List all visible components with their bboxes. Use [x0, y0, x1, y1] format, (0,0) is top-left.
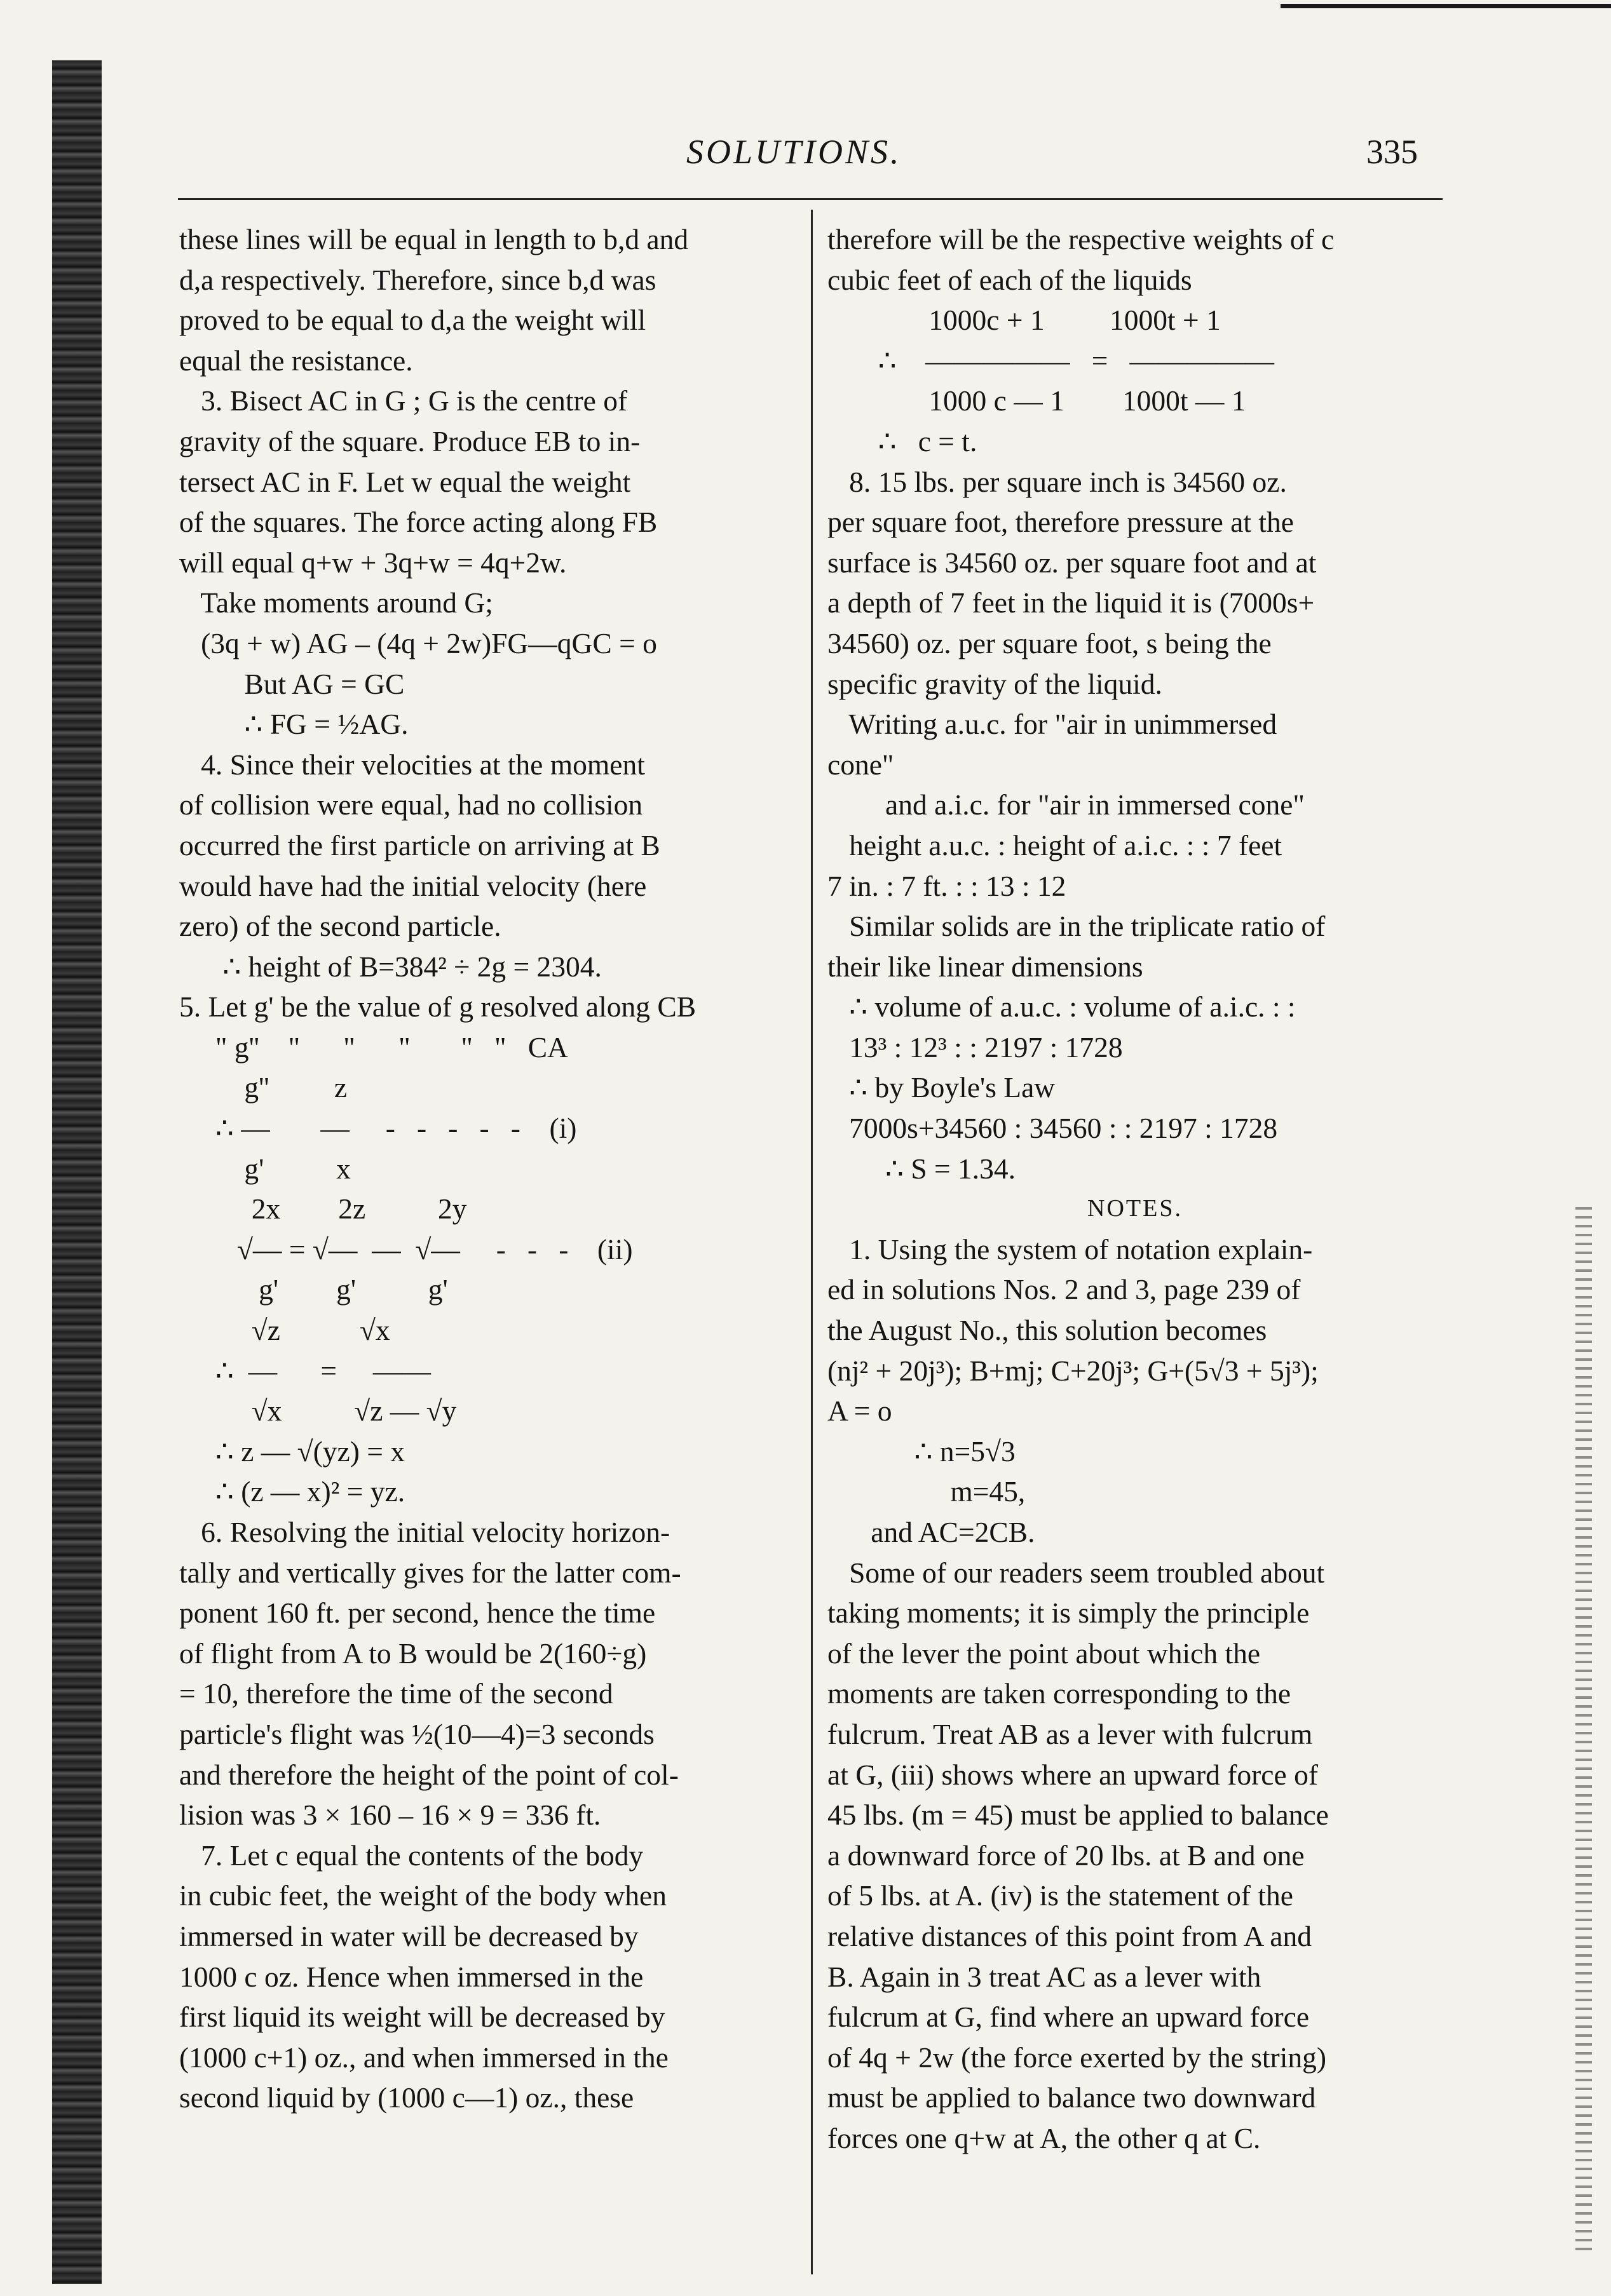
- text-line: ed in solutions Nos. 2 and 3, page 239 of: [827, 1273, 1301, 1306]
- text-line: fulcrum at G, find where an upward force: [827, 2001, 1310, 2034]
- text-line: √x √z — √y: [179, 1394, 457, 1428]
- text-line: at G, (iii) shows where an upward force of: [827, 1758, 1318, 1791]
- text-line: a depth of 7 feet in the liquid it is (7000s+: [827, 586, 1315, 619]
- text-line: 2x 2z 2y: [179, 1192, 467, 1226]
- text-line: equal the resistance.: [179, 344, 413, 377]
- text-line: particle's flight was ½(10—4)=3 seconds: [179, 1717, 655, 1750]
- text-line: cone": [827, 748, 894, 781]
- text-line: 34560) oz. per square foot, s being the: [827, 626, 1272, 659]
- text-line: ∴ by Boyle's Law: [827, 1071, 1056, 1104]
- text-line: But AG = GC: [179, 667, 405, 700]
- text-line: " g'' " " " " " CA: [179, 1030, 568, 1064]
- text-line: immersed in water will be decreased by: [179, 1919, 639, 1952]
- text-line: of the lever the point about which the: [827, 1637, 1261, 1670]
- text-line: A = o: [827, 1394, 892, 1428]
- text-line: zero) of the second particle.: [179, 910, 501, 943]
- running-title: SOLUTIONS.: [686, 133, 902, 171]
- text-line: 1. Using the system of notation explain-: [827, 1232, 1313, 1266]
- text-line: moments are taken corresponding to the: [827, 1677, 1291, 1710]
- text-line: of 5 lbs. at A. (iv) is the statement of the: [827, 1879, 1293, 1912]
- text-line: m=45,: [827, 1475, 1026, 1508]
- page-header: [0, 132, 1611, 183]
- text-line: Writing a.u.c. for "air in unimmersed: [827, 708, 1277, 741]
- text-line: 5. Let g' be the value of g resolved along CB: [179, 990, 697, 1023]
- text-line: ∴ — = ——: [179, 1354, 431, 1387]
- text-line: = 10, therefore the time of the second: [179, 1677, 613, 1710]
- text-line: taking moments; it is simply the principle: [827, 1597, 1310, 1630]
- text-line: 7 in. : 7 ft. : : 13 : 12: [827, 869, 1066, 902]
- binding-edge: [52, 60, 102, 2284]
- text-line: d,a respectively. Therefore, since b,d was: [179, 263, 656, 296]
- text-line: (nj² + 20j³); B+mj; C+20j³; G+(5√3 + 5j³);: [827, 1354, 1319, 1387]
- text-line: of collision were equal, had no collision: [179, 788, 643, 821]
- text-line: B. Again in 3 treat AC as a lever with: [827, 1960, 1261, 1993]
- text-line: ∴ (z — x)² = yz.: [179, 1475, 405, 1508]
- text-line: of the squares. The force acting along FB: [179, 506, 658, 539]
- right-edge-shadow: [1575, 1207, 1592, 2255]
- text-line: occurred the first particle on arriving at B: [179, 828, 660, 861]
- text-line: and AC=2CB.: [827, 1516, 1035, 1548]
- text-line: 45 lbs. (m = 45) must be applied to balance: [827, 1799, 1329, 1832]
- text-line: g' x: [179, 1152, 351, 1185]
- text-line: 7. Let c equal the contents of the body: [179, 1839, 644, 1872]
- text-line: their like linear dimensions: [827, 950, 1143, 983]
- text-line: height a.u.c. : height of a.i.c. : : 7 feet: [827, 828, 1282, 861]
- text-line: ∴ S = 1.34.: [827, 1152, 1016, 1185]
- text-line: ∴ height of B=384² ÷ 2g = 2304.: [179, 950, 602, 983]
- text-line: 13³ : 12³ : : 2197 : 1728: [827, 1030, 1123, 1064]
- text-line: of flight from A to B would be 2(160÷g): [179, 1637, 647, 1670]
- text-line: 4. Since their velocities at the moment: [179, 748, 645, 781]
- text-line: forces one q+w at A, the other q at C.: [827, 2121, 1261, 2154]
- text-line: will equal q+w + 3q+w = 4q+2w.: [179, 546, 567, 579]
- text-line: ∴ n=5√3: [827, 1435, 1016, 1468]
- text-line: 1000 c oz. Hence when immersed in the: [179, 1960, 644, 1993]
- text-line: 3. Bisect AC in G ; G is the centre of: [179, 384, 628, 417]
- text-line: proved to be equal to d,a the weight will: [179, 304, 646, 337]
- text-line: g' g' g': [179, 1273, 448, 1306]
- text-line: ∴ volume of a.u.c. : volume of a.i.c. : :: [827, 990, 1296, 1023]
- right-column: [827, 219, 1443, 2159]
- text-line: would have had the initial velocity (here: [179, 869, 647, 902]
- text-line: relative distances of this point from A and: [827, 1919, 1312, 1952]
- text-line: ∴ — — - - - - - (i): [179, 1112, 577, 1145]
- text-line: 1000 c — 1 1000t — 1: [827, 384, 1246, 417]
- text-line: cubic feet of each of the liquids: [827, 263, 1192, 296]
- text-line: second liquid by (1000 c—1) oz., these: [179, 2081, 634, 2114]
- page-number: 335: [1366, 133, 1418, 171]
- text-line: a downward force of 20 lbs. at B and one: [827, 1839, 1305, 1872]
- text-line: specific gravity of the liquid.: [827, 667, 1162, 700]
- text-line: ∴ FG = ½AG.: [179, 708, 409, 741]
- text-line: therefore will be the respective weights of c: [827, 223, 1335, 255]
- text-line: surface is 34560 oz. per square foot and at: [827, 546, 1317, 579]
- text-line: (3q + w) AG – (4q + 2w)FG—qGC = o: [179, 626, 657, 659]
- text-line: ponent 160 ft. per second, hence the time: [179, 1597, 656, 1630]
- text-line: and a.i.c. for "air in immersed cone": [827, 788, 1305, 821]
- text-line: and therefore the height of the point of col-: [179, 1758, 679, 1791]
- text-line: tally and vertically gives for the latter com-: [179, 1556, 681, 1589]
- text-line: Some of our readers seem troubled about: [827, 1556, 1325, 1589]
- text-line: gravity of the square. Produce EB to in-: [179, 424, 641, 457]
- text-line: per square foot, therefore pressure at the: [827, 506, 1294, 539]
- text-line: 8. 15 lbs. per square inch is 34560 oz.: [827, 465, 1287, 498]
- text-line: Take moments around G;: [179, 586, 493, 619]
- text-line: √z √x: [179, 1314, 390, 1347]
- text-line: these lines will be equal in length to b,d and: [179, 223, 689, 255]
- text-line: ∴ ————— = —————: [827, 344, 1274, 377]
- text-line: Similar solids are in the triplicate ratio of: [827, 910, 1326, 943]
- column-divider: [811, 210, 813, 2274]
- text-line: ∴ z — √(yz) = x: [179, 1435, 405, 1468]
- top-edge-mark: [1281, 4, 1611, 8]
- text-line: fulcrum. Treat AB as a lever with fulcrum: [827, 1717, 1313, 1750]
- text-line: tersect AC in F. Let w equal the weight: [179, 465, 631, 498]
- text-line: 7000s+34560 : 34560 : : 2197 : 1728: [827, 1112, 1278, 1145]
- text-line: g'' z: [179, 1071, 348, 1104]
- text-line: must be applied to balance two downward: [827, 2081, 1316, 2114]
- left-column: [179, 219, 794, 2118]
- text-line: (1000 c+1) oz., and when immersed in the: [179, 2041, 669, 2074]
- text-line: ∴ c = t.: [827, 424, 977, 457]
- text-line: first liquid its weight will be decreased by: [179, 2001, 665, 2034]
- text-line: in cubic feet, the weight of the body when: [179, 1879, 667, 1912]
- text-line: 6. Resolving the initial velocity horizon-: [179, 1516, 670, 1548]
- header-rule: [178, 198, 1443, 200]
- text-line: 1000c + 1 1000t + 1: [827, 304, 1221, 337]
- text-line: √— = √— — √— - - - (ii): [179, 1232, 633, 1266]
- notes-heading: NOTES.: [1087, 1195, 1183, 1222]
- text-line: the August No., this solution becomes: [827, 1314, 1267, 1347]
- text-line: lision was 3 × 160 – 16 × 9 = 336 ft.: [179, 1799, 601, 1832]
- text-line: of 4q + 2w (the force exerted by the string): [827, 2041, 1326, 2074]
